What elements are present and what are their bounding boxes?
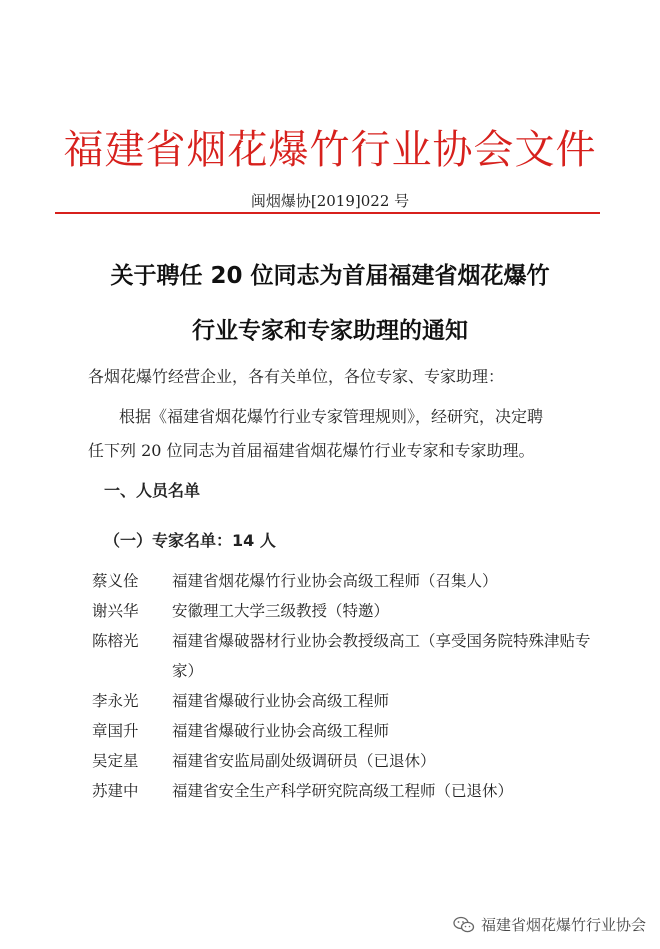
- expert-name: 吴定星: [92, 752, 139, 770]
- red-divider-line: [55, 212, 600, 214]
- document-number: 闽烟爆协[2019]022 号: [250, 192, 410, 210]
- expert-description: 福建省爆破器材行业协会教授级高工（享受国务院特殊津贴专家）: [172, 632, 591, 680]
- list-item: [92, 716, 612, 746]
- expert-name: 李永光: [92, 692, 139, 710]
- expert-name: 陈榕光: [92, 632, 139, 650]
- watermark-text: 福建省烟花爆竹行业协会: [480, 916, 646, 934]
- org-file-title: 福建省烟花爆竹行业协会文件: [63, 127, 597, 173]
- expert-description: 福建省爆破行业协会高级工程师: [172, 722, 390, 740]
- body-paragraph-line2: 任下列 20 位同志为首届福建省烟花爆竹行业专家和专家助理。: [88, 441, 535, 460]
- list-item: [92, 596, 612, 626]
- list-item: [92, 686, 612, 716]
- expert-description: 福建省安全生产科学研究院高级工程师（已退休）: [172, 782, 514, 800]
- expert-name: 苏建中: [92, 782, 139, 800]
- notice-title-line2: 行业专家和专家助理的通知: [192, 318, 468, 344]
- expert-name: 蔡义佺: [92, 572, 139, 590]
- expert-description: 安徽理工大学三级教授（特邀）: [172, 602, 390, 620]
- expert-description: 福建省烟花爆竹行业协会高级工程师（召集人）: [172, 572, 498, 590]
- sub-heading: （一）专家名单：14 人: [104, 531, 276, 550]
- expert-description: 福建省安监局副处级调研员（已退休）: [172, 752, 436, 770]
- list-item: [92, 746, 612, 776]
- expert-name: 谢兴华: [92, 602, 139, 620]
- wechat-watermark: [453, 914, 646, 935]
- section-heading: 一、人员名单: [104, 481, 201, 500]
- expert-list: [92, 566, 612, 806]
- list-item: [92, 626, 612, 686]
- body-paragraph-line1: 根据《福建省烟花爆竹行业专家管理规则》，经研究，决定聘: [119, 407, 544, 426]
- expert-name: 章国升: [92, 722, 139, 740]
- wechat-icon: [453, 916, 475, 934]
- salutation: 各烟花爆竹经营企业，各有关单位，各位专家、专家助理：: [88, 367, 505, 386]
- expert-description: 福建省爆破行业协会高级工程师: [172, 692, 390, 710]
- notice-title-line1: 关于聘任 20 位同志为首届福建省烟花爆竹: [110, 263, 550, 289]
- list-item: [92, 776, 612, 806]
- list-item: [92, 566, 612, 596]
